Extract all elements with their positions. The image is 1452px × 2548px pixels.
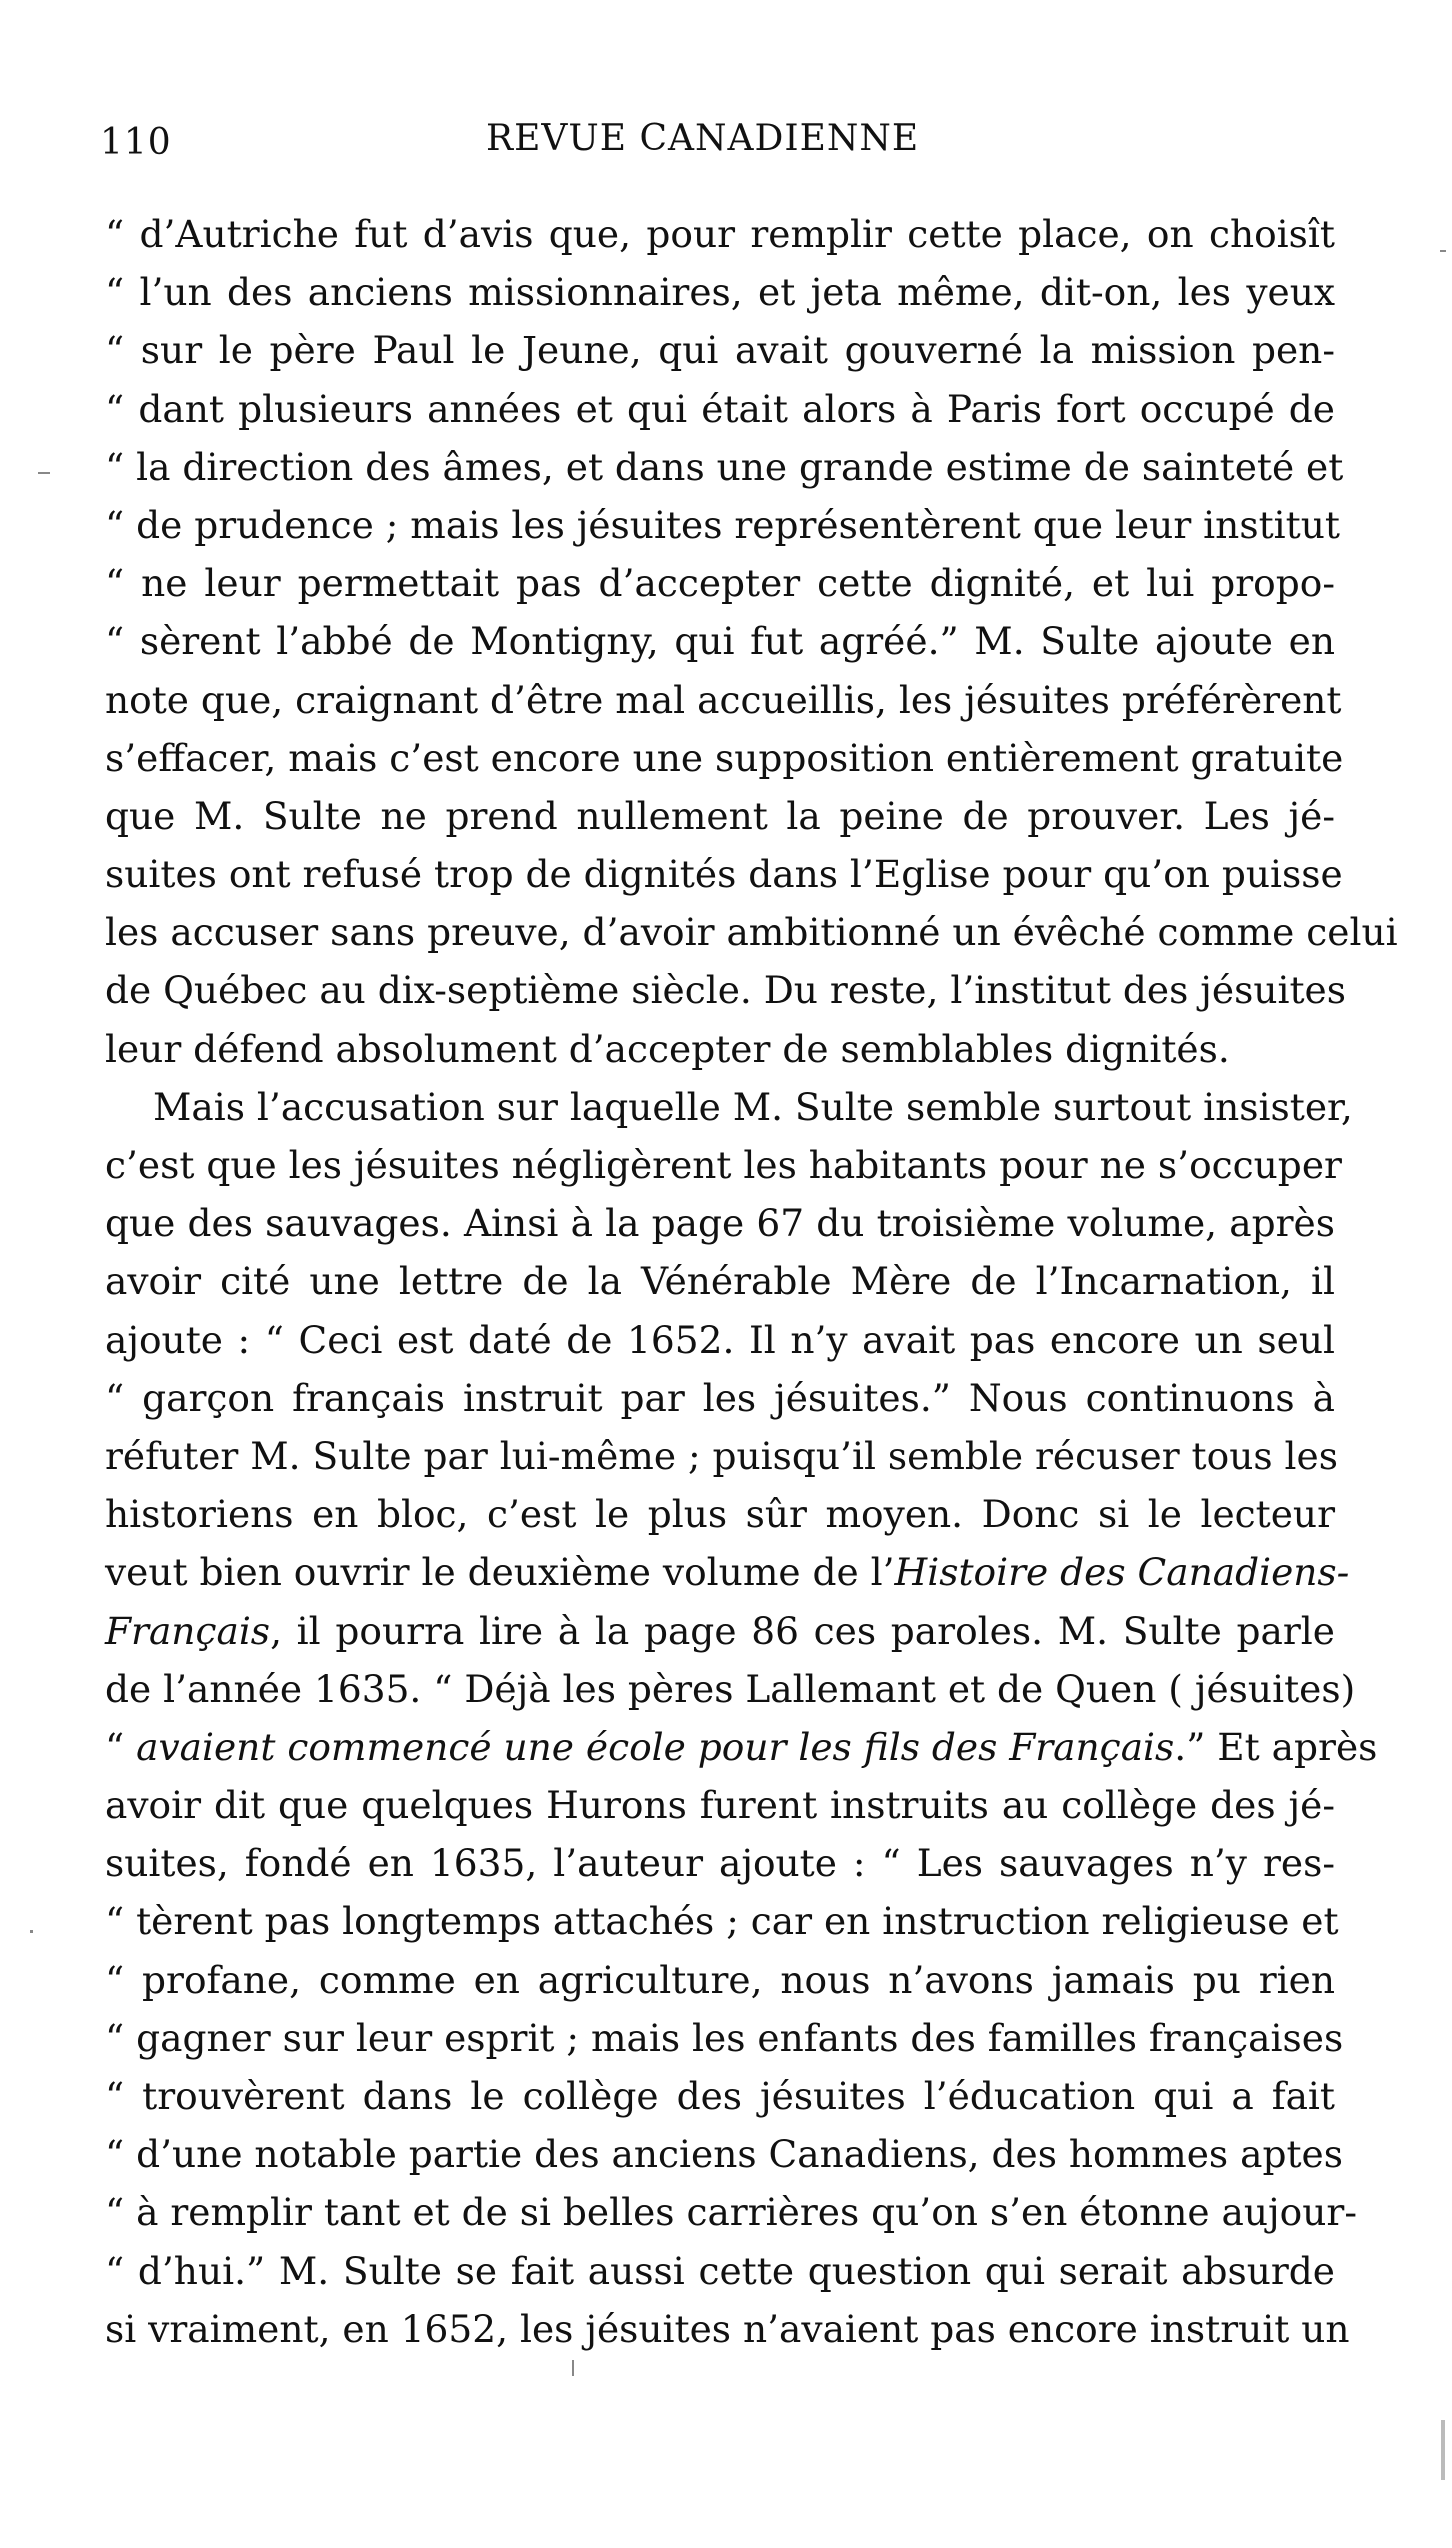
text-line-17: c’est que les jésuites négligèrent les habitants pour ne s’occuper <box>105 1143 1342 1187</box>
text-line-33: “ trouvèrent dans le collège des jésuites l’éducation qui a fait <box>105 2074 1335 2118</box>
text-line-27: “ avaient commencé une école pour les fils des Français.” Et après <box>105 1724 1378 1769</box>
text-line-7: “ ne leur permettait pas d’accepter cette dignité, et lui propo- <box>105 561 1335 606</box>
text-line-14: de Québec au dix-septième siècle. Du reste, l’institut des jésuites <box>105 968 1346 1013</box>
text-line-3: “ sur le père Paul le Jeune, qui avait gouverné la mission pen- <box>105 328 1335 373</box>
text-line-6: “ de prudence ; mais les jésuites représentèrent que leur institut <box>105 502 1340 547</box>
scan-mark-bottom <box>572 2360 574 2376</box>
text-line-36: “ d’hui.” M. Sulte se fait aussi cette question qui serait absurde <box>105 2248 1335 2293</box>
text-line-22: réfuter M. Sulte par lui-même ; puisqu’il semble récuser tous les <box>105 1433 1338 1478</box>
text-line-9: note que, craignant d’être mal accueillis, les jésuites préférèrent <box>105 677 1342 722</box>
text-line-4: “ dant plusieurs années et qui était alors à Paris fort occupé de <box>105 386 1335 431</box>
text-line-24: veut bien ouvrir le deuxième volume de l’Histoire des Canadiens- <box>105 1550 1350 1595</box>
text-line-30: “ tèrent pas longtemps attachés ; car en instruction religieuse et <box>105 1899 1339 1944</box>
scan-mark-right <box>1440 250 1446 252</box>
text-line-34: “ d’une notable partie des anciens Canadiens, des hommes aptes <box>105 2132 1343 2177</box>
text-line-26: de l’année 1635. “ Déjà les pères Lallemant et de Quen ( jésuites) <box>105 1666 1356 1711</box>
text-line-37: si vraiment, en 1652, les jésuites n’avaient pas encore instruit un <box>105 2306 1350 2351</box>
page-header <box>100 118 1340 182</box>
text-line-31: “ profane, comme en agriculture, nous n’avons jamais pu rien <box>105 1957 1335 2002</box>
text-line-29: suites, fondé en 1635, l’auteur ajoute : “ Les sauvages n’y res- <box>105 1841 1335 1886</box>
page-number: 110 <box>100 122 172 163</box>
text-line-2: “ l’un des anciens missionnaires, et jeta même, dit-on, les yeux <box>105 270 1335 315</box>
text-line-32: “ gagner sur leur esprit ; mais les enfants des familles françaises <box>105 2015 1344 2060</box>
text-line-16: Mais l’accusation sur laquelle M. Sulte semble surtout insister, <box>153 1084 1353 1129</box>
scan-mark-left <box>38 472 50 474</box>
text-line-13: les accuser sans preuve, d’avoir ambitionné un évêché comme celui <box>105 910 1398 955</box>
body-text <box>105 205 1398 2358</box>
text-line-11: que M. Sulte ne prend nullement la peine de prouver. Les jé- <box>105 793 1335 838</box>
text-line-19: avoir cité une lettre de la Vénérable Mère de l’Incarnation, il <box>105 1259 1335 1304</box>
text-line-18: que des sauvages. Ainsi à la page 67 du troisième volume, après <box>105 1201 1335 1246</box>
scan-mark-margin <box>30 1930 33 1933</box>
text-line-28: avoir dit que quelques Hurons furent instruits au collège des jé- <box>105 1783 1335 1828</box>
text-line-10: s’effacer, mais c’est encore une supposition entièrement gratuite <box>105 735 1344 780</box>
running-title: REVUE CANADIENNE <box>486 118 920 159</box>
text-line-12: suites ont refusé trop de dignités dans l’Eglise pour qu’on puisse <box>105 852 1343 897</box>
text-line-15: leur défend absolument d’accepter de semblables dignités. <box>105 1026 1230 1071</box>
text-line-1: “ d’Autriche fut d’avis que, pour remplir cette place, on choisît <box>105 212 1335 256</box>
text-line-35: “ à remplir tant et de si belles carrières qu’on s’en étonne aujour- <box>105 2190 1358 2235</box>
text-line-5: “ la direction des âmes, et dans une grande estime de sainteté et <box>105 444 1344 489</box>
scan-mark-right-lower <box>1441 2420 1445 2480</box>
text-line-21: “ garçon français instruit par les jésuites.” Nous continuons à <box>105 1375 1335 1420</box>
text-line-20: ajoute : “ Ceci est daté de 1652. Il n’y avait pas encore un seul <box>105 1317 1335 1362</box>
text-line-25: Français, il pourra lire à la page 86 ces paroles. M. Sulte parle <box>105 1608 1335 1653</box>
text-line-23: historiens en bloc, c’est le plus sûr moyen. Donc si le lecteur <box>105 1492 1335 1537</box>
text-line-8: “ sèrent l’abbé de Montigny, qui fut agréé.” M. Sulte ajoute en <box>105 619 1335 664</box>
